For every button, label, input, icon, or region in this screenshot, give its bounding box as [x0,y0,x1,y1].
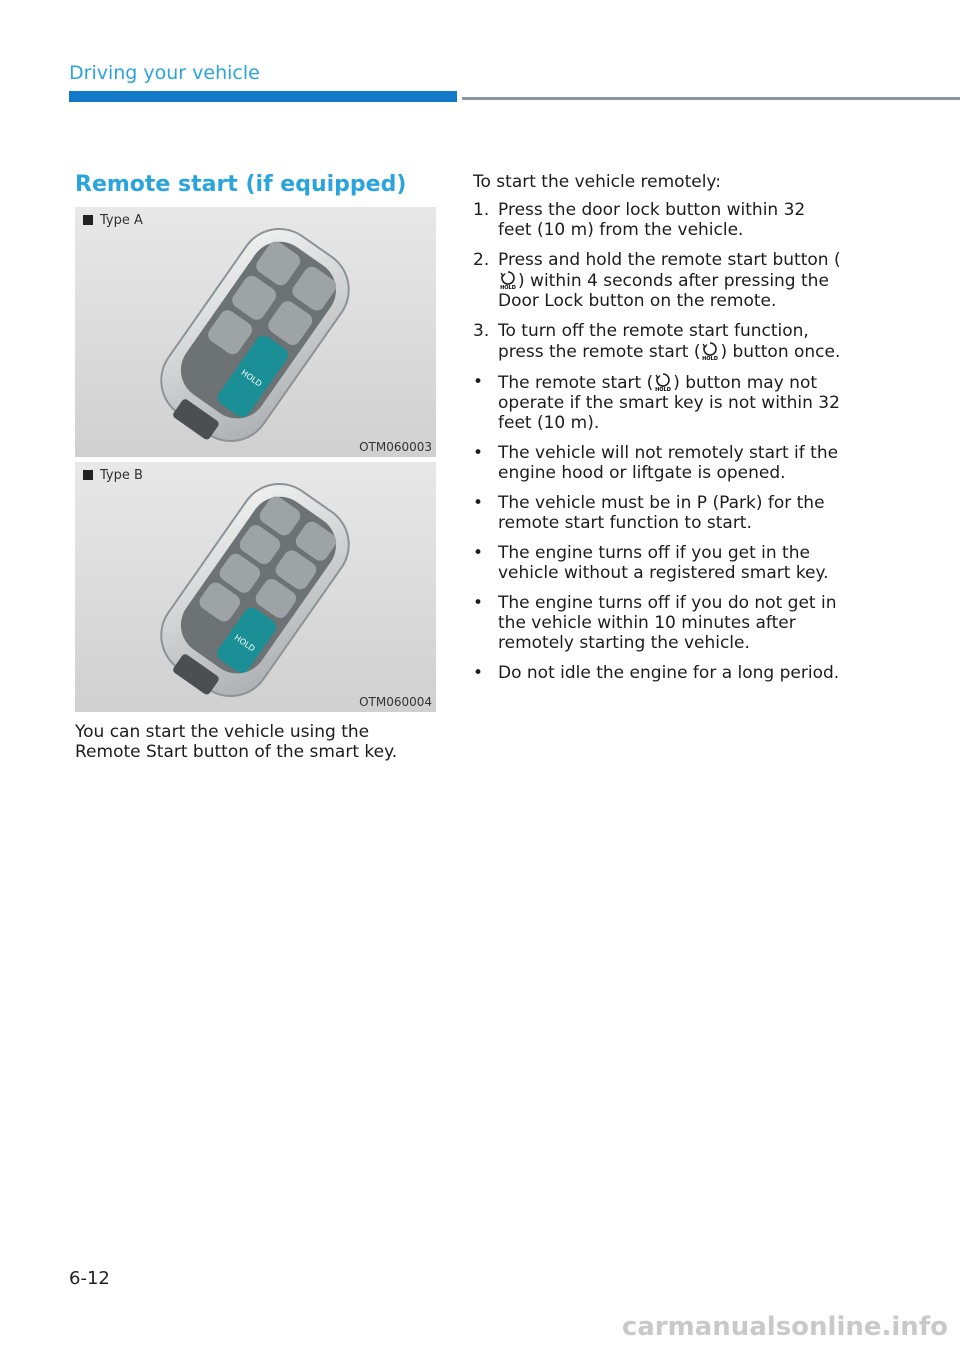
list-item: 3. To turn off the remote start function, press the remote start ( HOLD ) button once. [473,321,841,362]
figure-label: Type B [83,468,143,483]
remote-start-icon [700,341,720,361]
remote-start-icon [653,372,673,392]
list-item: • The engine turns off if you get in the vehicle without a registered smart key. [473,543,829,583]
list-item: • The engine turns off if you do not get in the vehicle within 10 minutes after remotely starting the vehicle. [473,593,837,653]
intro-paragraph: You can start the vehicle using the Remote Start button of the smart key. [75,722,398,762]
list-item: • The vehicle must be in P (Park) for the remote start function to start. [473,493,825,533]
figure-code: OTM060004 [359,695,432,709]
page-heading: Remote start (if equipped) [75,172,407,197]
instructions-intro: To start the vehicle remotely: [473,172,721,192]
watermark: carmanualsonline.info [621,1312,948,1342]
figure-label: Type A [83,213,143,228]
figure-type-a [75,207,436,457]
smart-key-illustration [75,462,436,712]
svg-text:HOLD: HOLD [500,285,516,290]
instructions [473,172,843,693]
list-item: 1. Press the door lock button within 32 feet (10 m) from the vehicle. [473,200,806,240]
hold-label: HOLD [239,368,264,389]
list-item: • The vehicle will not remotely start if the engine hood or liftgate is opened. [473,443,839,483]
hold-label: HOLD [232,632,257,654]
steps-list [473,200,843,362]
section-header: Driving your vehicle [69,62,260,84]
list-item: • Do not idle the engine for a long period. [473,663,840,683]
figure-code: OTM060003 [359,440,432,454]
header-rule-blue [69,91,457,102]
square-bullet-icon [83,215,93,225]
svg-text:HOLD: HOLD [655,387,672,392]
svg-text:HOLD: HOLD [702,356,719,361]
list-item: 2. Press and hold the remote start button ( HOLD ) within 4 seconds after pressing the Door Lock button on the remote. [473,250,841,311]
remote-start-icon [498,270,518,290]
list-item: • The remote start ( HOLD ) button may not operate if the smart key is not within 32 feet (10 m). [473,372,840,433]
figure-type-b [75,462,436,712]
header-rule-gray [462,97,960,100]
notes-list [473,372,843,683]
square-bullet-icon [83,470,93,480]
smart-key-illustration [75,207,436,457]
page-number: 6-12 [69,1268,110,1289]
